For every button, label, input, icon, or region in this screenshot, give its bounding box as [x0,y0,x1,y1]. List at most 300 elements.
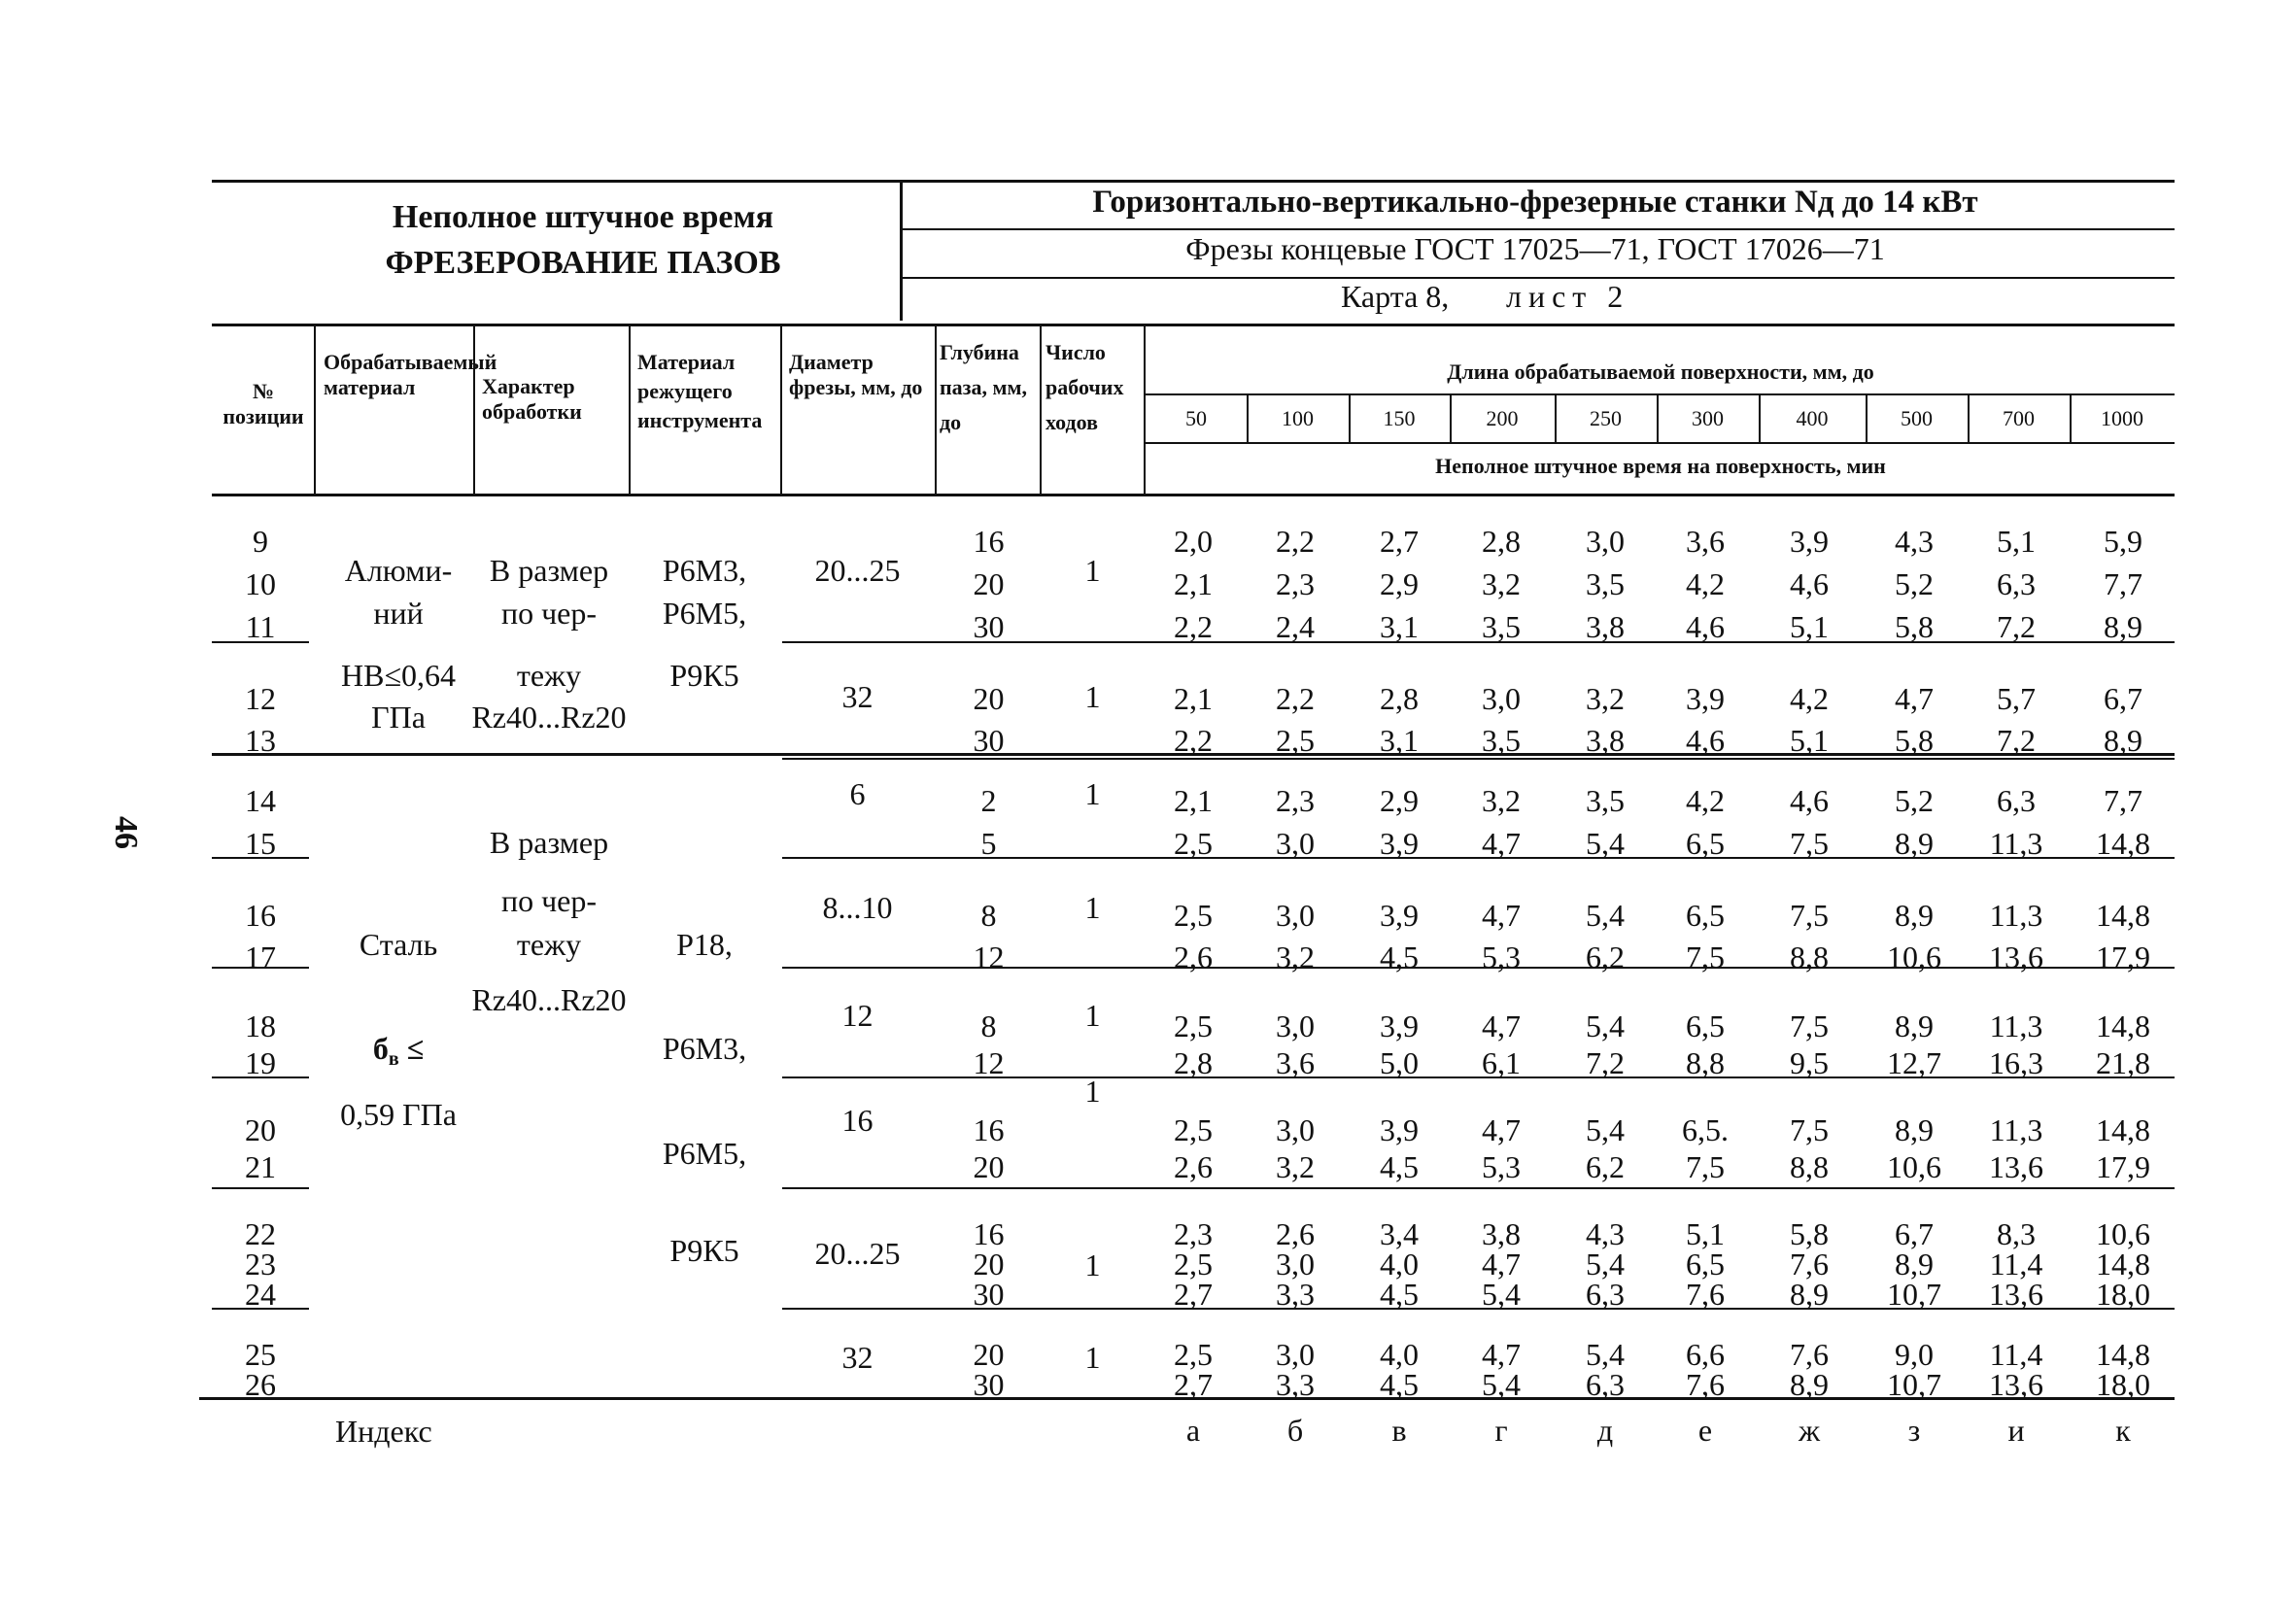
time-value-cell: 21,8 [2096,1045,2150,1080]
time-value-cell: 5,4 [1586,1337,1625,1372]
time-value-cell: 2,5 [1174,1112,1213,1147]
time-value-cell: 11,4 [1989,1337,2043,1372]
time-value-cell: 5,9 [2104,524,2142,559]
time-value-cell: 2,5 [1174,1008,1213,1043]
sigma-symbol: б [372,1031,389,1066]
time-value-cell: 14,8 [2096,826,2150,861]
row-depth-value: 20 [973,1149,1005,1184]
time-value-cell: 5,4 [1586,1008,1625,1043]
time-value-cell: 6,5 [1686,1008,1725,1043]
time-value-cell: 4,3 [1895,524,1934,559]
time-value-cell: 4,7 [1482,1112,1521,1147]
time-value-cell: 6,5. [1682,1112,1729,1147]
time-value-cell: 14,8 [2096,1337,2150,1372]
row-depth-value: 20 [973,681,1005,716]
time-value-cell: 4,7 [1482,1337,1521,1372]
time-value-cell: 5,4 [1586,1247,1625,1281]
time-value-cell: 9,5 [1790,1045,1829,1080]
length-divider [1247,393,1249,442]
row-depth-value: 2 [980,783,997,818]
row-position-number: 14 [245,783,276,818]
time-value-cell: 3,0 [1276,1112,1315,1147]
time-value-cell: 2,9 [1380,566,1419,601]
time-value-cell: 11,4 [1989,1247,2043,1281]
header-tool: Материал режущего инструмента [637,350,763,432]
time-value-cell: 5,1 [1997,524,2036,559]
time-value-cell: 2,1 [1174,566,1213,601]
time-value-cell: 13,6 [1989,1277,2043,1312]
index-letter: к [2115,1413,2131,1448]
time-value-cell: 6,6 [1686,1337,1725,1372]
time-value-cell: 16,3 [1989,1045,2043,1080]
group-diameter: 20...25 [814,553,901,588]
length-divider [1349,393,1351,442]
time-value-cell: 3,3 [1276,1367,1315,1402]
header-pos: № позиции [223,379,304,428]
row-position-number: 25 [245,1337,276,1372]
card-label: Карта 8, [1341,279,1450,314]
time-value-cell: 7,2 [1997,609,2036,644]
material-alu-3: HB≤0,64 [340,658,456,693]
row-position-number: 21 [245,1149,276,1184]
group-passes: 1 [1084,1247,1101,1282]
time-value-cell: 2,0 [1174,524,1213,559]
row-depth-value: 12 [973,940,1005,974]
group-diameter: 16 [841,1103,874,1138]
time-value-cell: 3,5 [1586,566,1625,601]
time-value-cell: 7,5 [1790,898,1829,933]
time-value-cell: 5,8 [1790,1216,1829,1251]
tool-steel-2: Р6М3, [662,1031,747,1066]
time-value-cell: 2,7 [1174,1367,1213,1402]
time-value-cell: 14,8 [2096,898,2150,933]
time-value-cell: 3,6 [1686,524,1725,559]
position-group-rule [212,1076,309,1078]
time-value-cell: 8,8 [1790,940,1829,974]
time-value-cell: 8,9 [1895,1247,1934,1281]
length-header-cell: 500 [1901,406,1933,430]
time-value-cell: 5,1 [1790,609,1829,644]
position-group-rule [212,967,309,969]
header-time-title: Неполное штучное время на поверхность, мин [1435,454,1886,478]
time-value-cell: 7,7 [2104,783,2142,818]
time-value-cell: 17,9 [2096,1149,2150,1184]
time-value-cell: 4,0 [1380,1247,1419,1281]
time-value-cell: 3,5 [1482,609,1521,644]
title-left-line1: Неполное штучное время [392,199,774,235]
group-passes: 1 [1084,1074,1101,1109]
data-group-rule [782,1187,2175,1189]
time-value-cell: 3,0 [1276,1008,1315,1043]
time-value-cell: 3,0 [1276,826,1315,861]
row-depth-value: 30 [973,1277,1005,1312]
title-right-line1: Горизонтально-вертикально-фрезерные станки Nд до 14 кВт [1092,185,1978,220]
index-letter: з [1907,1413,1921,1448]
group-passes: 1 [1084,776,1101,811]
tool-alu-2: Р6М5, [662,596,747,631]
time-value-cell: 18,0 [2096,1367,2150,1402]
row-depth-value: 20 [973,566,1005,601]
time-value-cell: 3,9 [1790,524,1829,559]
header-diameter: Диаметр фрезы, мм, до [789,350,923,399]
time-value-cell: 4,6 [1686,609,1725,644]
time-value-cell: 3,6 [1276,1045,1315,1080]
time-value-cell: 2,8 [1174,1045,1213,1080]
time-value-cell: 5,8 [1895,609,1934,644]
time-value-cell: 8,3 [1997,1216,2036,1251]
time-value-cell: 4,5 [1380,940,1419,974]
time-value-cell: 2,6 [1276,1216,1315,1251]
row-position-number: 9 [253,524,268,559]
data-group-rule [782,857,2175,859]
time-value-cell: 4,0 [1380,1337,1419,1372]
time-value-cell: 3,9 [1380,898,1419,933]
time-value-cell: 2,5 [1276,723,1315,758]
tool-steel-4: Р9К5 [669,1233,739,1268]
time-value-cell: 4,7 [1895,681,1934,716]
index-letter: ж [1798,1413,1821,1448]
time-value-cell: 4,3 [1586,1216,1625,1251]
length-header-cell: 200 [1486,406,1519,430]
time-value-cell: 4,2 [1686,566,1725,601]
time-value-cell: 2,3 [1174,1216,1213,1251]
time-value-cell: 3,4 [1380,1216,1419,1251]
time-value-cell: 6,5 [1686,1247,1725,1281]
time-value-cell: 8,9 [2104,609,2142,644]
time-value-cell: 11,3 [1989,1008,2043,1043]
time-value-cell: 6,3 [1997,783,2036,818]
time-value-cell: 7,6 [1790,1337,1829,1372]
length-header-cell: 250 [1590,406,1622,430]
row-position-number: 19 [245,1045,276,1080]
time-value-cell: 3,0 [1276,1247,1315,1281]
table-bottom-rule [199,1397,2175,1400]
time-value-cell: 14,8 [2096,1008,2150,1043]
time-value-cell: 12,7 [1887,1045,1941,1080]
length-divider [1968,393,1970,442]
time-value-cell: 2,6 [1174,1149,1213,1184]
time-value-cell: 5,4 [1482,1367,1521,1402]
time-value-cell: 7,6 [1790,1247,1829,1281]
time-value-cell: 13,6 [1989,1149,2043,1184]
time-value-cell: 10,6 [1887,1149,1941,1184]
index-label: Индекс [335,1414,432,1449]
processing-alu-3: тежу [516,658,582,693]
time-value-cell: 5,4 [1482,1277,1521,1312]
position-group-rule [212,1187,309,1189]
time-value-cell: 7,7 [2104,566,2142,601]
tool-steel-1: Р18, [676,927,733,962]
row-position-number: 20 [245,1112,276,1147]
time-value-cell: 7,5 [1686,940,1725,974]
time-value-cell: 17,9 [2096,940,2150,974]
row-position-number: 22 [245,1216,276,1251]
material-alu-4: ГПа [371,700,426,735]
time-value-cell: 14,8 [2096,1112,2150,1147]
processing-alu-2: по чер- [500,596,598,631]
time-value-cell: 3,8 [1586,609,1625,644]
time-value-cell: 2,5 [1174,898,1213,933]
length-divider [2070,393,2072,442]
time-value-cell: 7,5 [1790,1112,1829,1147]
time-value-cell: 18,0 [2096,1277,2150,1312]
time-value-cell: 3,3 [1276,1277,1315,1312]
time-value-cell: 13,6 [1989,940,2043,974]
processing-steel-1: В размер [489,825,609,860]
header-top-rule [212,324,2175,326]
time-value-cell: 2,5 [1174,1247,1213,1281]
time-value-cell: 3,8 [1482,1216,1521,1251]
time-value-cell: 4,2 [1790,681,1829,716]
index-letter: г [1494,1413,1508,1448]
time-value-cell: 7,5 [1790,1008,1829,1043]
length-divider [1759,393,1761,442]
position-group-rule [212,857,309,859]
time-value-cell: 2,2 [1174,609,1213,644]
header-passes: Число рабочих ходов [1045,340,1124,434]
sheet-label: лист 2 [1506,279,1630,314]
header-length-title: Длина обрабатываемой поверхности, мм, до [1447,359,1874,384]
time-value-cell: 2,7 [1174,1277,1213,1312]
group-diameter: 12 [841,998,874,1033]
time-value-cell: 6,3 [1586,1277,1625,1312]
time-value-cell: 4,5 [1380,1277,1419,1312]
group-diameter: 32 [841,679,874,714]
time-value-cell: 3,9 [1380,826,1419,861]
time-value-cell: 3,2 [1586,681,1625,716]
time-value-cell: 4,6 [1790,783,1829,818]
processing-steel-3: тежу [516,927,582,962]
time-value-cell: 2,1 [1174,783,1213,818]
time-value-cell: 3,0 [1482,681,1521,716]
row-depth-value: 30 [973,723,1005,758]
tool-alu-1: Р6М3, [662,553,747,588]
time-value-cell: 8,8 [1686,1045,1725,1080]
time-value-cell: 4,7 [1482,1008,1521,1043]
data-group-rule [782,967,2175,969]
time-value-cell: 5,4 [1586,898,1625,933]
group-diameter: 8...10 [822,890,893,925]
length-header-cell: 100 [1282,406,1314,430]
time-value-cell: 3,5 [1586,783,1625,818]
time-value-cell: 3,9 [1380,1008,1419,1043]
time-value-cell: 3,0 [1276,1337,1315,1372]
time-value-cell: 8,9 [2104,723,2142,758]
row-position-number: 18 [245,1008,276,1043]
time-value-cell: 2,2 [1276,681,1315,716]
length-header-cell: 300 [1692,406,1724,430]
time-value-cell: 6,7 [1895,1216,1934,1251]
time-value-cell: 2,3 [1276,566,1315,601]
processing-steel-4: Rz40...Rz20 [471,982,627,1017]
time-value-cell: 8,9 [1895,826,1934,861]
time-value-cell: 4,6 [1790,566,1829,601]
length-header-cell: 50 [1185,406,1207,430]
time-value-cell: 3,2 [1482,783,1521,818]
header-processing: Характер обработки [482,374,582,424]
row-depth-value: 20 [973,1247,1005,1281]
time-value-cell: 2,8 [1380,681,1419,716]
index-letter: д [1596,1413,1614,1448]
top-rule [212,180,2175,183]
time-value-cell: 5,1 [1790,723,1829,758]
tool-alu-3: Р9К5 [669,658,739,693]
time-value-cell: 8,9 [1895,1112,1934,1147]
time-value-cell: 2,2 [1276,524,1315,559]
processing-alu-4: Rz40...Rz20 [471,700,627,735]
group-diameter: 20...25 [814,1236,901,1271]
time-value-cell: 4,7 [1482,1247,1521,1281]
header-material: Обрабатываемый материал [324,350,497,399]
index-letter: е [1697,1413,1713,1448]
processing-alu-1: В размер [489,553,609,588]
index-letter: б [1286,1413,1304,1448]
title-divider [900,183,903,321]
data-group-rule [782,758,2175,760]
material-steel-sigma [326,1032,471,1076]
time-value-cell: 3,0 [1276,898,1315,933]
data-group-rule [782,1076,2175,1078]
row-depth-value: 5 [980,826,997,861]
row-depth-value: 16 [973,1216,1005,1251]
row-depth-value: 16 [973,1112,1005,1147]
le-symbol: ≤ [406,1031,425,1066]
time-value-cell: 4,7 [1482,898,1521,933]
time-value-cell: 2,4 [1276,609,1315,644]
group-diameter: 32 [841,1340,874,1375]
time-value-cell: 10,6 [1887,940,1941,974]
time-value-cell: 5,0 [1380,1045,1419,1080]
time-value-cell: 5,8 [1895,723,1934,758]
time-value-cell: 7,5 [1790,826,1829,861]
group-passes: 1 [1084,1340,1101,1375]
time-value-cell: 3,1 [1380,723,1419,758]
row-depth-value: 16 [973,524,1005,559]
row-position-number: 10 [245,566,276,601]
time-value-cell: 3,2 [1276,940,1315,974]
time-value-cell: 2,8 [1482,524,1521,559]
time-value-cell: 10,7 [1887,1367,1941,1402]
length-header-cell: 1000 [2101,406,2143,430]
time-value-cell: 3,9 [1380,1112,1419,1147]
time-value-cell: 6,7 [2104,681,2142,716]
time-value-cell: 7,2 [1997,723,2036,758]
time-value-cell: 2,1 [1174,681,1213,716]
time-value-cell: 2,5 [1174,826,1213,861]
time-value-cell: 6,3 [1586,1367,1625,1402]
group-passes: 1 [1084,553,1101,588]
title-right-line2: Фрезы концевые ГОСТ 17025—71, ГОСТ 17026—71 [1185,231,1885,266]
time-value-cell: 4,5 [1380,1367,1419,1402]
time-value-cell: 5,4 [1586,1112,1625,1147]
index-letter: и [2007,1413,2025,1448]
time-value-cell: 6,2 [1586,940,1625,974]
time-value-cell: 4,2 [1686,783,1725,818]
length-header-cell: 150 [1383,406,1416,430]
row-depth-value: 8 [980,898,997,933]
row-position-number: 11 [245,609,276,644]
time-value-cell: 7,2 [1586,1045,1625,1080]
row-depth-value: 20 [973,1337,1005,1372]
time-value-cell: 3,8 [1586,723,1625,758]
time-value-cell: 6,1 [1482,1045,1521,1080]
row-position-number: 16 [245,898,276,933]
length-divider [1450,393,1452,442]
time-value-cell: 7,6 [1686,1277,1725,1312]
time-value-cell: 2,6 [1174,940,1213,974]
time-value-cell: 5,3 [1482,940,1521,974]
row-position-number: 26 [245,1367,276,1402]
time-value-cell: 3,5 [1482,723,1521,758]
time-value-cell: 8,9 [1895,898,1934,933]
time-value-cell: 3,2 [1482,566,1521,601]
time-value-cell: 5,4 [1586,826,1625,861]
time-value-cell: 5,3 [1482,1149,1521,1184]
time-value-cell: 6,5 [1686,898,1725,933]
time-value-cell: 8,9 [1790,1277,1829,1312]
time-value-cell: 5,7 [1997,681,2036,716]
row-position-number: 15 [245,826,276,861]
time-value-cell: 7,6 [1686,1367,1725,1402]
tool-steel-3: Р6М5, [662,1136,747,1171]
row-position-number: 24 [245,1277,276,1312]
time-value-cell: 11,3 [1989,1112,2043,1147]
time-value-cell: 2,2 [1174,723,1213,758]
material-steel-1: Сталь [359,927,438,962]
time-value-cell: 3,0 [1586,524,1625,559]
length-divider [1866,393,1868,442]
length-header-cell: 700 [2003,406,2035,430]
position-group-rule [212,1308,309,1310]
time-value-cell: 2,3 [1276,783,1315,818]
time-value-cell: 8,9 [1895,1008,1934,1043]
data-group-rule [782,641,2175,643]
time-value-cell: 6,5 [1686,826,1725,861]
time-value-cell: 2,7 [1380,524,1419,559]
group-diameter: 6 [849,776,866,811]
page-number: 46 [108,816,144,849]
time-value-cell: 7,5 [1686,1149,1725,1184]
sigma-subscript: в [388,1048,399,1070]
group-passes: 1 [1084,998,1101,1033]
row-depth-value: 30 [973,1367,1005,1402]
time-value-cell: 3,1 [1380,609,1419,644]
length-header-cell: 400 [1796,406,1829,430]
processing-steel-2: по чер- [500,883,598,918]
time-value-cell: 3,9 [1686,681,1725,716]
time-value-cell: 14,8 [2096,1247,2150,1281]
time-value-cell: 8,8 [1790,1149,1829,1184]
time-value-cell: 4,6 [1686,723,1725,758]
group-passes: 1 [1084,679,1101,714]
time-value-cell: 2,9 [1380,783,1419,818]
time-value-cell: 4,5 [1380,1149,1419,1184]
time-value-cell: 5,2 [1895,783,1934,818]
row-depth-value: 8 [980,1008,997,1043]
material-alu-1: Алюми- [344,553,453,588]
time-value-cell: 13,6 [1989,1367,2043,1402]
row-depth-value: 30 [973,609,1005,644]
time-value-cell: 10,6 [2096,1216,2150,1251]
page-title: ФРЕЗЕРОВАНИЕ ПАЗОВ [385,245,781,281]
material-steel-4: 0,59 ГПа [340,1097,457,1132]
time-value-cell: 8,9 [1790,1367,1829,1402]
alu-steel-divider [212,753,2175,756]
row-position-number: 23 [245,1247,276,1281]
row-depth-value: 12 [973,1045,1005,1080]
length-divider [1657,393,1659,442]
time-value-cell: 6,3 [1997,566,2036,601]
